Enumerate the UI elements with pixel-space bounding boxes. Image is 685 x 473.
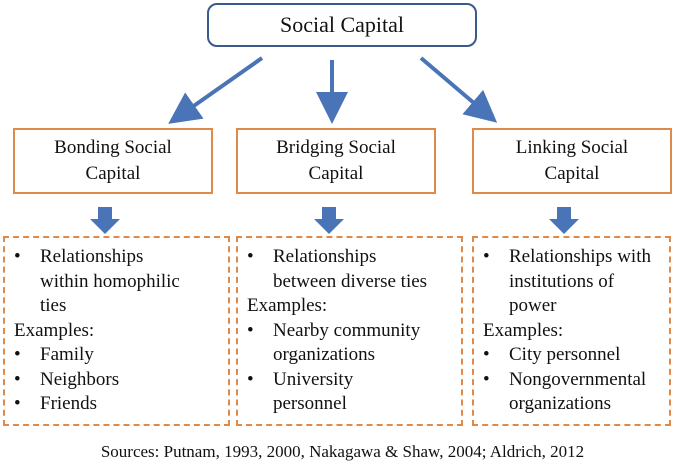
examples-label bbox=[481, 319, 663, 344]
detail-text: Neighbors bbox=[40, 368, 120, 390]
detail-text: organizations bbox=[273, 344, 376, 365]
bullet-dot-icon: • bbox=[14, 393, 21, 414]
category-title-line2: Capital bbox=[544, 163, 600, 184]
bullet-dot-icon: • bbox=[247, 368, 254, 390]
detail-text: organizations bbox=[509, 393, 612, 414]
bullet-item bbox=[12, 368, 222, 393]
bullet-continuation bbox=[245, 392, 455, 417]
detail-text: ties bbox=[40, 295, 67, 316]
bullet-spacer bbox=[12, 294, 40, 319]
bullet-continuation bbox=[481, 294, 663, 319]
detail-text: Examples: bbox=[14, 319, 95, 341]
category-title-line1: Linking Social bbox=[515, 137, 629, 158]
root-label: Social Capital bbox=[279, 12, 405, 37]
category-title-line1: Bonding Social bbox=[54, 137, 172, 158]
sources-caption: Sources: Putnam, 1993, 2000, Nakagawa & Shaw, 2004; Aldrich, 2012 bbox=[100, 442, 585, 461]
bullet-spacer bbox=[245, 270, 273, 295]
bullet-spacer bbox=[481, 270, 509, 295]
bullet-item bbox=[245, 319, 455, 344]
detail-text: Relationships with bbox=[509, 246, 651, 267]
category-box-bonding bbox=[13, 128, 213, 194]
bullet-item bbox=[12, 343, 222, 368]
down-arrow-icon bbox=[549, 207, 579, 234]
bullet-spacer bbox=[245, 392, 273, 417]
category-box-bridging bbox=[236, 128, 436, 194]
detail-text: institutions of bbox=[509, 270, 615, 292]
arrow-to-linking bbox=[421, 58, 488, 115]
detail-text: Relationships bbox=[273, 246, 377, 267]
bullet-spacer bbox=[12, 270, 40, 295]
detail-text: Friends bbox=[40, 393, 97, 414]
detail-text: between diverse ties bbox=[273, 270, 428, 292]
detail-text: Nongovernmental bbox=[509, 368, 647, 390]
bullet-continuation bbox=[245, 270, 455, 295]
detail-box-linking bbox=[472, 236, 671, 426]
detail-text: power bbox=[509, 295, 557, 316]
bullet-spacer bbox=[481, 392, 509, 417]
down-arrow-icon bbox=[90, 207, 120, 234]
bullet-item bbox=[481, 343, 663, 368]
root-node-social-capital bbox=[207, 3, 477, 47]
detail-box-bonding bbox=[3, 236, 230, 426]
bullet-spacer bbox=[245, 343, 273, 368]
bullet-item bbox=[481, 245, 663, 270]
detail-text: Relationships bbox=[40, 246, 144, 267]
examples-label bbox=[245, 294, 455, 319]
detail-text: Nearby community bbox=[273, 319, 421, 341]
detail-text: University bbox=[273, 368, 354, 390]
bullet-continuation bbox=[12, 270, 222, 295]
bullet-continuation bbox=[12, 294, 222, 319]
detail-box-bridging bbox=[236, 236, 463, 426]
bullet-dot-icon: • bbox=[14, 368, 21, 390]
category-title-line2: Capital bbox=[308, 163, 364, 184]
bullet-item bbox=[245, 368, 455, 393]
bullet-dot-icon: • bbox=[483, 246, 490, 267]
bullet-dot-icon: • bbox=[247, 319, 254, 341]
detail-text: Examples: bbox=[483, 319, 564, 341]
bullet-dot-icon: • bbox=[483, 344, 490, 365]
bullet-continuation bbox=[481, 392, 663, 417]
category-title-line1: Bridging Social bbox=[276, 137, 396, 158]
bullet-continuation bbox=[481, 270, 663, 295]
category-title-line2: Capital bbox=[85, 163, 141, 184]
detail-text: Examples: bbox=[247, 295, 328, 316]
category-box-linking bbox=[472, 128, 672, 194]
bullet-dot-icon: • bbox=[483, 368, 490, 390]
bullet-dot-icon: • bbox=[14, 246, 21, 267]
bullet-continuation bbox=[245, 343, 455, 368]
bullet-dot-icon: • bbox=[14, 344, 21, 365]
bullet-item bbox=[12, 392, 222, 417]
examples-label bbox=[12, 319, 222, 344]
detail-text: City personnel bbox=[509, 344, 621, 365]
arrow-to-bonding bbox=[178, 58, 262, 117]
bullet-item bbox=[481, 368, 663, 393]
detail-text: Family bbox=[40, 344, 94, 365]
detail-text: personnel bbox=[273, 393, 347, 414]
bullet-spacer bbox=[481, 294, 509, 319]
down-arrow-icon bbox=[314, 207, 344, 234]
bullet-item bbox=[245, 245, 455, 270]
bullet-dot-icon: • bbox=[247, 246, 254, 267]
bullet-item bbox=[12, 245, 222, 270]
detail-text: within homophilic bbox=[40, 270, 180, 292]
